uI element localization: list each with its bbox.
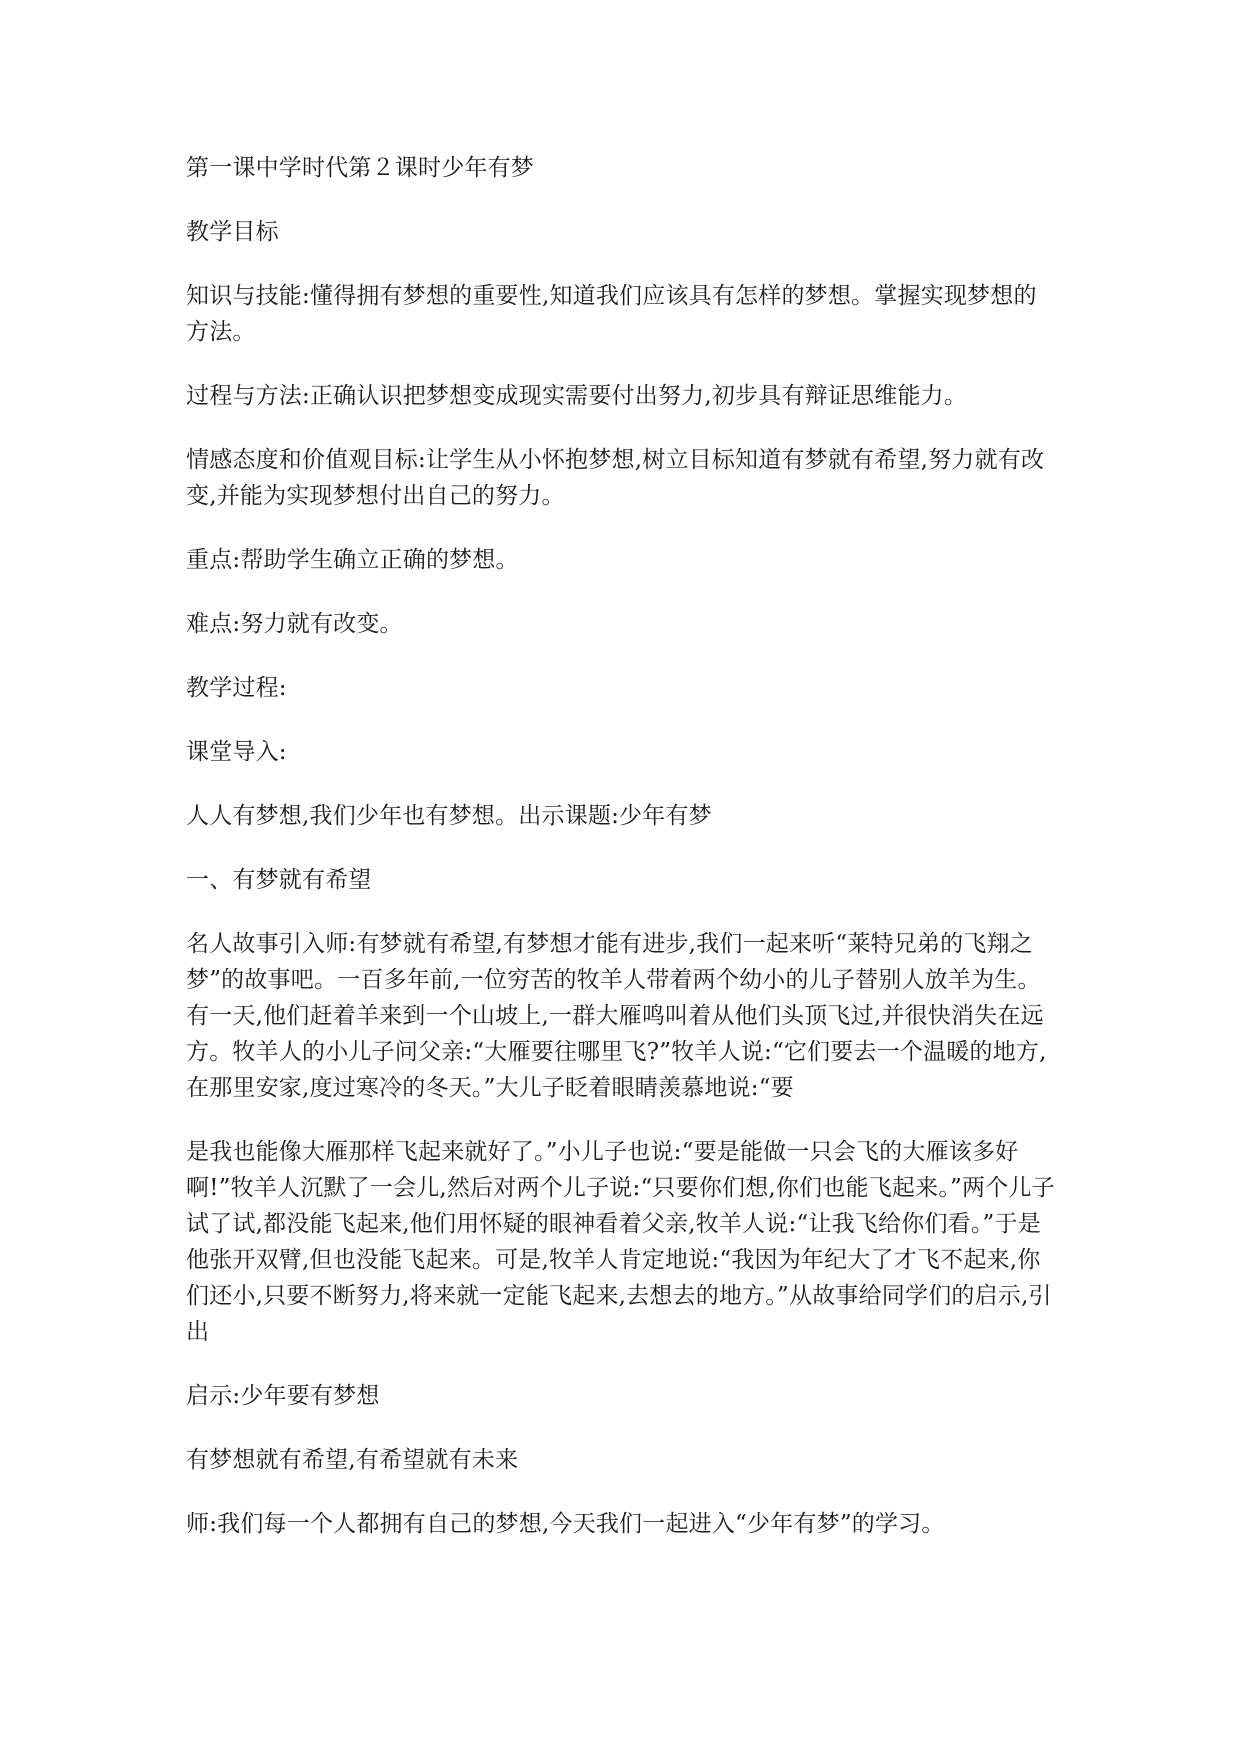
section-one-heading: 一、有梦就有希望 [186,867,372,893]
objective-process: 过程与方法:正确认识把梦想变成现实需要付出努力,初步具有辩证思维能力。 [186,383,968,409]
key-point: 重点:帮助学生确立正确的梦想。 [186,547,519,573]
insight-text: 启示:少年要有梦想 [186,1383,380,1409]
process-heading: 教学过程: [186,675,287,701]
intro-text: 人人有梦想,我们少年也有梦想。出示课题:少年有梦 [186,803,712,829]
story-paragraph-two: 是我也能像大雁那样飞起来就好了。”小儿子也说:“要是能做一只会飞的大雁该多好啊!”牧羊人沉默了一会儿,然后对两个儿子说:“只要你们想,你们也能飞起来。”两个儿子试了试,都没能飞起来,他们用怀疑的眼神看着父亲,牧羊人说:“让我飞给你们看。”于是他张开双臂,但也没能飞起来。可是,牧羊人肯定地说:“我因为年纪大了才飞不起来,你们还小,只要不断努力,将来就一定能飞起来,去想去的地方。”从故事给同学们的启示,引出 [186,1139,1055,1345]
objective-knowledge: 知识与技能:懂得拥有梦想的重要性,知道我们应该具有怎样的梦想。掌握实现梦想的方法。 [186,283,1037,345]
lesson-title: 第一课中学时代第２课时少年有梦 [186,155,534,181]
intro-heading: 课堂导入: [186,739,287,765]
objective-emotion: 情感态度和价值观目标:让学生从小怀抱梦想,树立目标知道有梦就有希望,努力就有改变,并能为实现梦想付出自己的努力。 [186,447,1045,509]
story-paragraph-one: 名人故事引入师:有梦就有希望,有梦想才能有进步,我们一起来听“莱特兄弟的飞翔之梦”的故事吧。一百多年前,一位穷苦的牧羊人带着两个幼小的儿子替别人放羊为生。有一天,他们赶着羊来到一个山坡上,一群大雁鸣叫着从他们头顶飞过,并很快消失在远方。牧羊人的小儿子问父亲:“大雁要往哪里飞?”牧羊人说:“它们要去一个温暖的地方,在那里安家,度过寒冷的冬天。”大儿子眨着眼睛羡慕地说:“要 [186,931,1047,1101]
slogan-text: 有梦想就有希望,有希望就有未来 [186,1447,519,1473]
teacher-closing: 师:我们每一个人都拥有自己的梦想,今天我们一起进入“少年有梦”的学习。 [186,1511,945,1537]
difficult-point: 难点:努力就有改变。 [186,611,403,637]
document-body [186,150,1056,1570]
objectives-heading: 教学目标 [186,219,279,245]
